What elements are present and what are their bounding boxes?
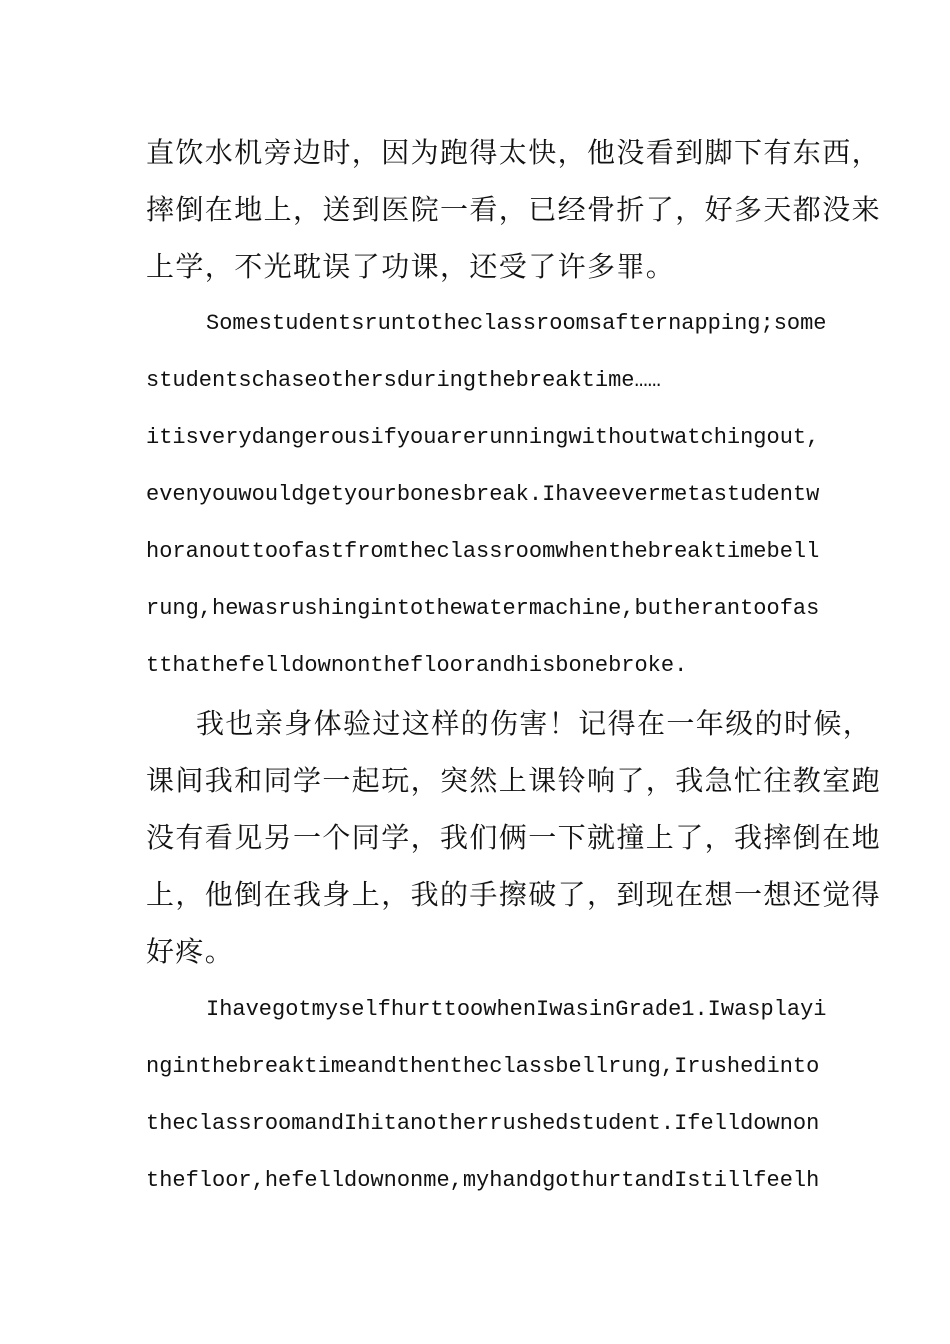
text-line: 好疼。 bbox=[146, 935, 235, 968]
text-line: nginthebreaktimeandthentheclassbellrung,Irushedinto bbox=[146, 1054, 820, 1079]
text-line: Somestudentsruntotheclassroomsafternapping;some bbox=[206, 311, 827, 336]
text-line: thefloor,hefelldownonme,myhandgothurtandIstillfeelh bbox=[146, 1168, 820, 1193]
text-line: itisverydangerousifyouarerunningwithoutwatchingout, bbox=[146, 425, 820, 450]
text-line: evenyouwouldgetyourbonesbreak.Ihaveevermetastudentw bbox=[146, 482, 820, 507]
text-line: 课间我和同学一起玩，突然上课铃响了，我急忙往教室跑 bbox=[146, 764, 882, 797]
text-line: 没有看见另一个同学，我们俩一下就撞上了，我摔倒在地 bbox=[146, 821, 882, 854]
text-line: rung,hewasrushingintothewatermachine,butherantoofas bbox=[146, 596, 820, 621]
text-line: tthathefelldownonthefloorandhisbonebroke. bbox=[146, 653, 688, 678]
text-line: 直饮水机旁边时，因为跑得太快，他没看到脚下有东西， bbox=[146, 136, 882, 169]
text-line: horanouttoofastfromtheclassroomwhenthebreaktimebell bbox=[146, 539, 820, 564]
text-line: IhavegotmyselfhurttoowhenIwasinGrade1.Iwasplayi bbox=[206, 997, 827, 1022]
text-line: 我也亲身体验过这样的伤害！记得在一年级的时候， bbox=[196, 707, 873, 740]
text-line: 上，他倒在我身上，我的手擦破了，到现在想一想还觉得 bbox=[146, 878, 882, 911]
text-line: studentschaseothersduringthebreaktime…… bbox=[146, 368, 661, 393]
text-line: 摔倒在地上，送到医院一看，已经骨折了，好多天都没来 bbox=[146, 193, 882, 226]
text-line: theclassroomandIhitanotherrushedstudent.Ifelldownon bbox=[146, 1111, 820, 1136]
text-line: 上学，不光耽误了功课，还受了许多罪。 bbox=[146, 250, 676, 283]
